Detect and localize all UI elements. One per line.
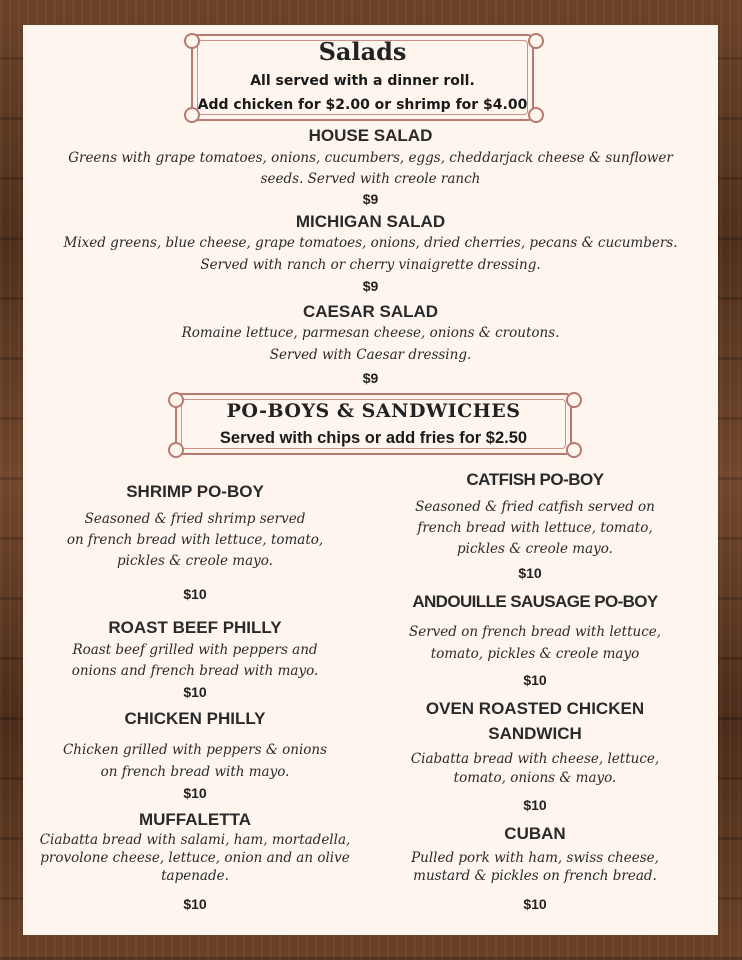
menu-item-price: $10 <box>183 684 207 700</box>
menu-item-name: HOUSE SALAD <box>308 126 433 145</box>
menu-item-description: pickles & creole mayo. <box>117 553 273 569</box>
menu-item-price: $10 <box>518 565 542 581</box>
menu-item-description: Chicken grilled with peppers & onions <box>62 742 328 758</box>
menu-item-name: SHRIMP PO-BOY <box>126 482 264 501</box>
menu-item-description: seeds. Served with creole ranch <box>260 171 481 187</box>
menu-item-description: onions and french bread with mayo. <box>71 663 319 679</box>
menu-item-description: tomato, pickles & creole mayo <box>430 646 640 662</box>
menu-item-name: OVEN ROASTED CHICKEN <box>425 699 645 718</box>
menu-item-description: mustard & pickles on french bread. <box>413 868 657 884</box>
menu-item-description: Ciabatta bread with salami, ham, mortadella, <box>39 832 351 848</box>
menu-item-price: $10 <box>523 896 547 912</box>
menu-item-description: Roast beef grilled with peppers and <box>72 642 318 658</box>
menu-item-name: CUBAN <box>504 824 566 843</box>
menu-item-name: ROAST BEEF PHILLY <box>108 618 282 637</box>
menu-item-description: Served with Caesar dressing. <box>269 347 472 363</box>
menu-item-price: $10 <box>183 586 207 602</box>
menu-item-price: $9 <box>362 370 379 386</box>
menu-item-name: CAESAR SALAD <box>302 302 439 321</box>
sandwiches-note: Served with chips or add fries for $2.50 <box>219 429 528 447</box>
menu-item-name: MICHIGAN SALAD <box>295 212 446 231</box>
menu-item-description: Mixed greens, blue cheese, grape tomatoes, onions, dried cherries, pecans & cucumbers. <box>63 235 678 251</box>
menu-item-description: Served with ranch or cherry vinaigrette dressing. <box>200 257 541 273</box>
menu-item-price: $9 <box>362 278 379 294</box>
menu-item-description: Seasoned & fried shrimp served <box>84 511 306 527</box>
menu-item-description: Seasoned & fried catfish served on <box>415 499 655 515</box>
menu-item-price: $10 <box>183 785 207 801</box>
menu-item-description: tomato, onions & mayo. <box>453 770 617 786</box>
menu-item-price: $9 <box>362 191 379 207</box>
menu-item-description: Served on french bread with lettuce, <box>408 624 662 640</box>
menu-item-price: $10 <box>523 797 547 813</box>
salads-note-roll: All served with a dinner roll. <box>250 73 475 89</box>
menu-item-name-continued: SANDWICH <box>488 724 582 743</box>
menu-item-description: tapenade. <box>161 868 229 884</box>
menu-item-name: MUFFALETTA <box>138 810 252 829</box>
menu-item-description: pickles & creole mayo. <box>457 541 613 557</box>
salads-title: Salads <box>318 37 407 66</box>
menu-item-description: Pulled pork with ham, swiss cheese, <box>411 850 659 866</box>
menu-item-description: Ciabatta bread with cheese, lettuce, <box>410 751 660 767</box>
menu-item-description: on french bread with mayo. <box>100 764 290 780</box>
menu-item-price: $10 <box>183 896 207 912</box>
menu-item-description: on french bread with lettuce, tomato, <box>66 532 324 548</box>
menu-item-description: french bread with lettuce, tomato, <box>417 520 653 536</box>
salads-note-addons: Add chicken for $2.00 or shrimp for $4.00 <box>197 97 528 113</box>
menu-item-description: Romaine lettuce, parmesan cheese, onions & croutons. <box>181 325 560 341</box>
menu-item-name: CATFISH PO-BOY <box>466 470 604 489</box>
menu-item-description: provolone cheese, lettuce, onion and an olive <box>40 850 350 866</box>
menu-item-name: ANDOUILLE SAUSAGE PO-BOY <box>412 592 658 611</box>
menu-item-price: $10 <box>523 672 547 688</box>
menu-item-name: CHICKEN PHILLY <box>124 709 266 728</box>
menu-item-description: Greens with grape tomatoes, onions, cucumbers, eggs, cheddarjack cheese & sunflower <box>68 150 673 166</box>
sandwiches-title: PO-BOYS & SANDWICHES <box>226 400 521 422</box>
